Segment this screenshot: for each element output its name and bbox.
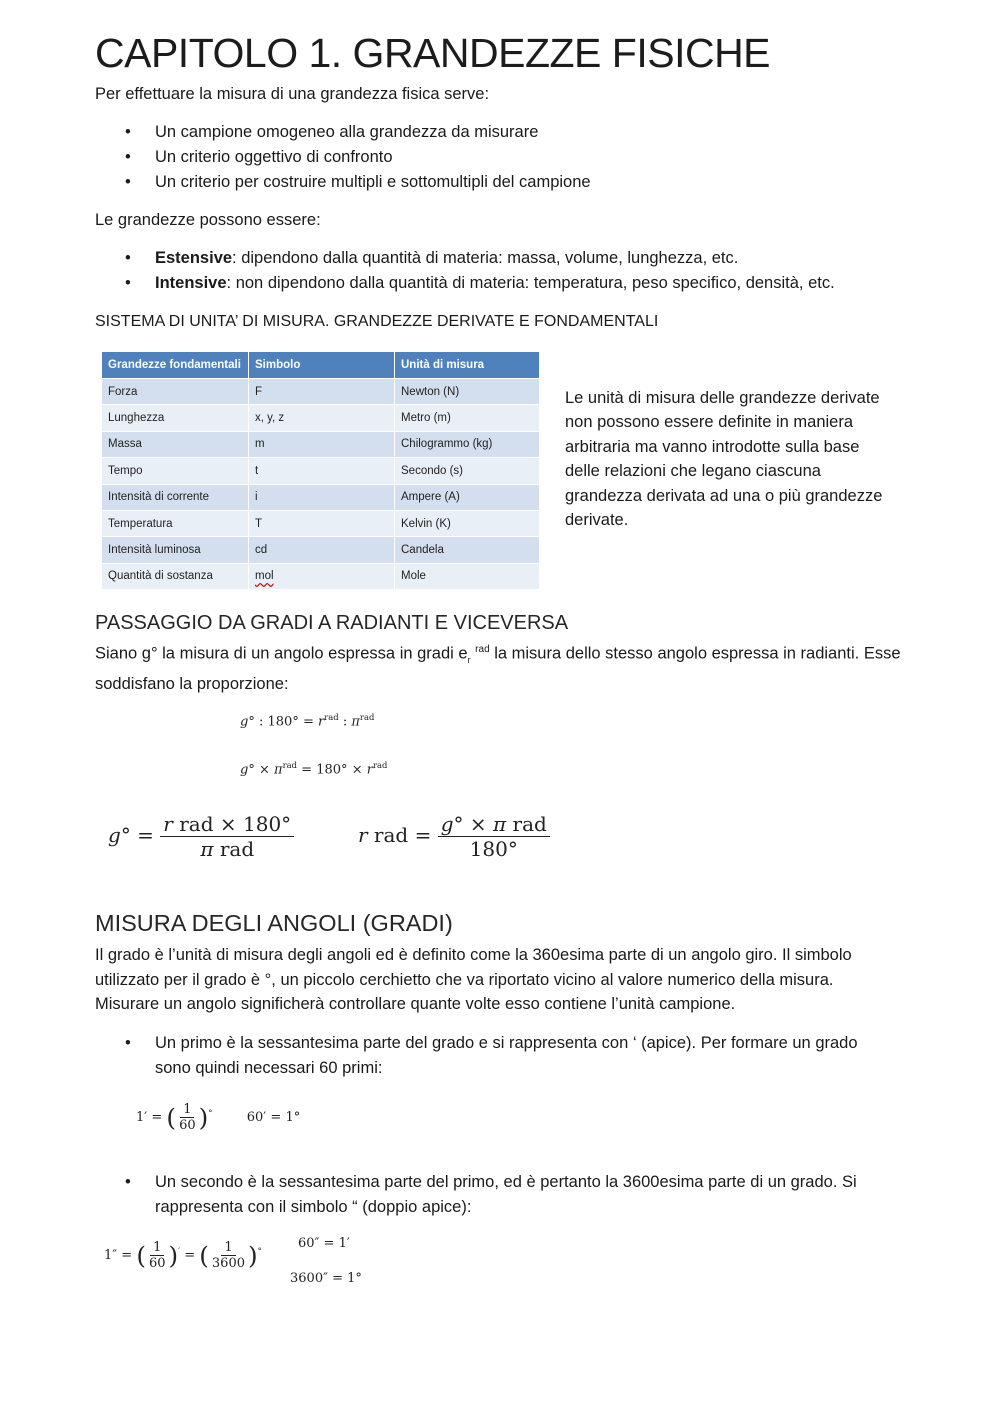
list-item: • Estensive: dipendono dalla quantità di materia: massa, volume, lunghezza, etc. — [125, 246, 975, 271]
table-row: Temperatura T Kelvin (K) — [102, 510, 540, 536]
list-item: • Un criterio oggettivo di confronto — [125, 145, 925, 170]
bullet: • — [125, 173, 131, 191]
second-formula: 1″ = ( $\frac{1}{60}$ )′ = ( $\frac{1}{3600}$ )° — [104, 1240, 262, 1271]
intro-text: Per effettuare la misura di una grandezza fisica serve: — [95, 85, 490, 103]
requirements-list — [125, 120, 925, 195]
units-table — [102, 352, 540, 589]
table-row: Lunghezza x, y, z Metro (m) — [102, 405, 540, 431]
page-title: CAPITOLO 1. GRANDEZZE FISICHE — [95, 30, 771, 76]
units-note: Le unità di misura delle grandezze derivate non possono essere definite in maniera arbitraria ma vanno introdotte sulla base delle relazioni che legano ciascuna grandezza derivata ad una o più grandezze derivate. — [565, 389, 883, 530]
types-intro: Le grandezze possono essere: — [95, 211, 321, 229]
list-item: • Un criterio per costruire multipli e sottomultipli del campione — [125, 170, 925, 195]
bullet: • — [125, 1173, 131, 1191]
table-header: Grandezze fondamentali — [102, 352, 249, 379]
second-eq-1: 60″ = 1′ — [298, 1236, 350, 1251]
table-row: Forza F Newton (N) — [102, 379, 540, 405]
radians-paragraph: Siano g° la misura di un angolo espressa in gradi $e_r$ $^{rad}$ la misura dello stesso angolo espressa in radianti. Esse soddisfano la proporzione: — [95, 644, 901, 694]
types-list — [125, 246, 975, 296]
table-row: Massa m Chilogrammo (kg) — [102, 431, 540, 457]
term: Intensive — [155, 274, 227, 292]
section-heading-degrees: MISURA DEGLI ANGOLI (GRADI) — [95, 910, 453, 936]
table-row: Intensità di corrente i Ampere (A) — [102, 484, 540, 510]
bullet: • — [125, 148, 131, 166]
table-header-row — [102, 352, 540, 379]
list-item: • Intensive: non dipendono dalla quantità di materia: temperatura, peso specifico, densità, etc. — [125, 271, 975, 296]
proportion-formula: g° : $180^\circ = r^{rad}$ : $\pi^{rad}$ — [240, 712, 375, 730]
second-bullet: • Un secondo è la sessantesima parte del primo, ed è pertanto la 3600esima parte di un grado. Si rappresenta con il simbolo “ (doppio apice): — [125, 1170, 975, 1219]
section-heading-units: SISTEMA DI UNITA’ DI MISURA. GRANDEZZE DERIVATE E FONDAMENTALI — [95, 313, 659, 330]
table-row: Intensità luminosa cd Candela — [102, 537, 540, 563]
bullet: • — [125, 274, 131, 292]
degrees-paragraph: Il grado è l’unità di misura degli angoli ed è definito come la 360esima parte di un angolo giro. Il simbolo utilizzato per il grado è °, un piccolo cerchietto che va riportato vicino al valore numerico della misura. Misurare un angolo significherà controllare quante volte esso contiene l’unità campione. — [95, 946, 852, 1013]
prime-bullet: • Un primo è la sessantesima parte del grado e si rappresenta con ‘ (apice). Per formare un grado sono quindi necessari 60 primi: — [125, 1031, 975, 1080]
degree-formula: g° = $\frac{\text{r rad × 180°}}{\text{π rad}}$ — [108, 812, 294, 861]
bullet: • — [125, 123, 131, 141]
bullet: • — [125, 249, 131, 267]
section-heading-radians: PASSAGGIO DA GRADI A RADIANTI E VICEVERSA — [95, 612, 569, 634]
table-row: Tempo t Secondo (s) — [102, 458, 540, 484]
product-formula: $g^\circ \times \pi^{rad} = 180^\circ \times r^{rad}$ — [240, 760, 388, 778]
term: Estensive — [155, 249, 233, 267]
table-row: Quantità di sostanza mol Mole — [102, 563, 540, 589]
second-eq-2: 3600″ = 1° — [290, 1271, 362, 1286]
prime-formula: 1′ = ( $\frac{1}{60}$ )° 60′ = 1° — [136, 1102, 301, 1133]
list-item: • Un campione omogeneo alla grandezza da misurare — [125, 120, 925, 145]
bullet: • — [125, 1034, 131, 1052]
table-header: Simbolo — [249, 352, 395, 379]
table-header: Unità di misura — [395, 352, 540, 379]
radian-formula: r rad = $\frac{\text{g° × π rad}}{180^\circ}$ — [358, 812, 550, 861]
